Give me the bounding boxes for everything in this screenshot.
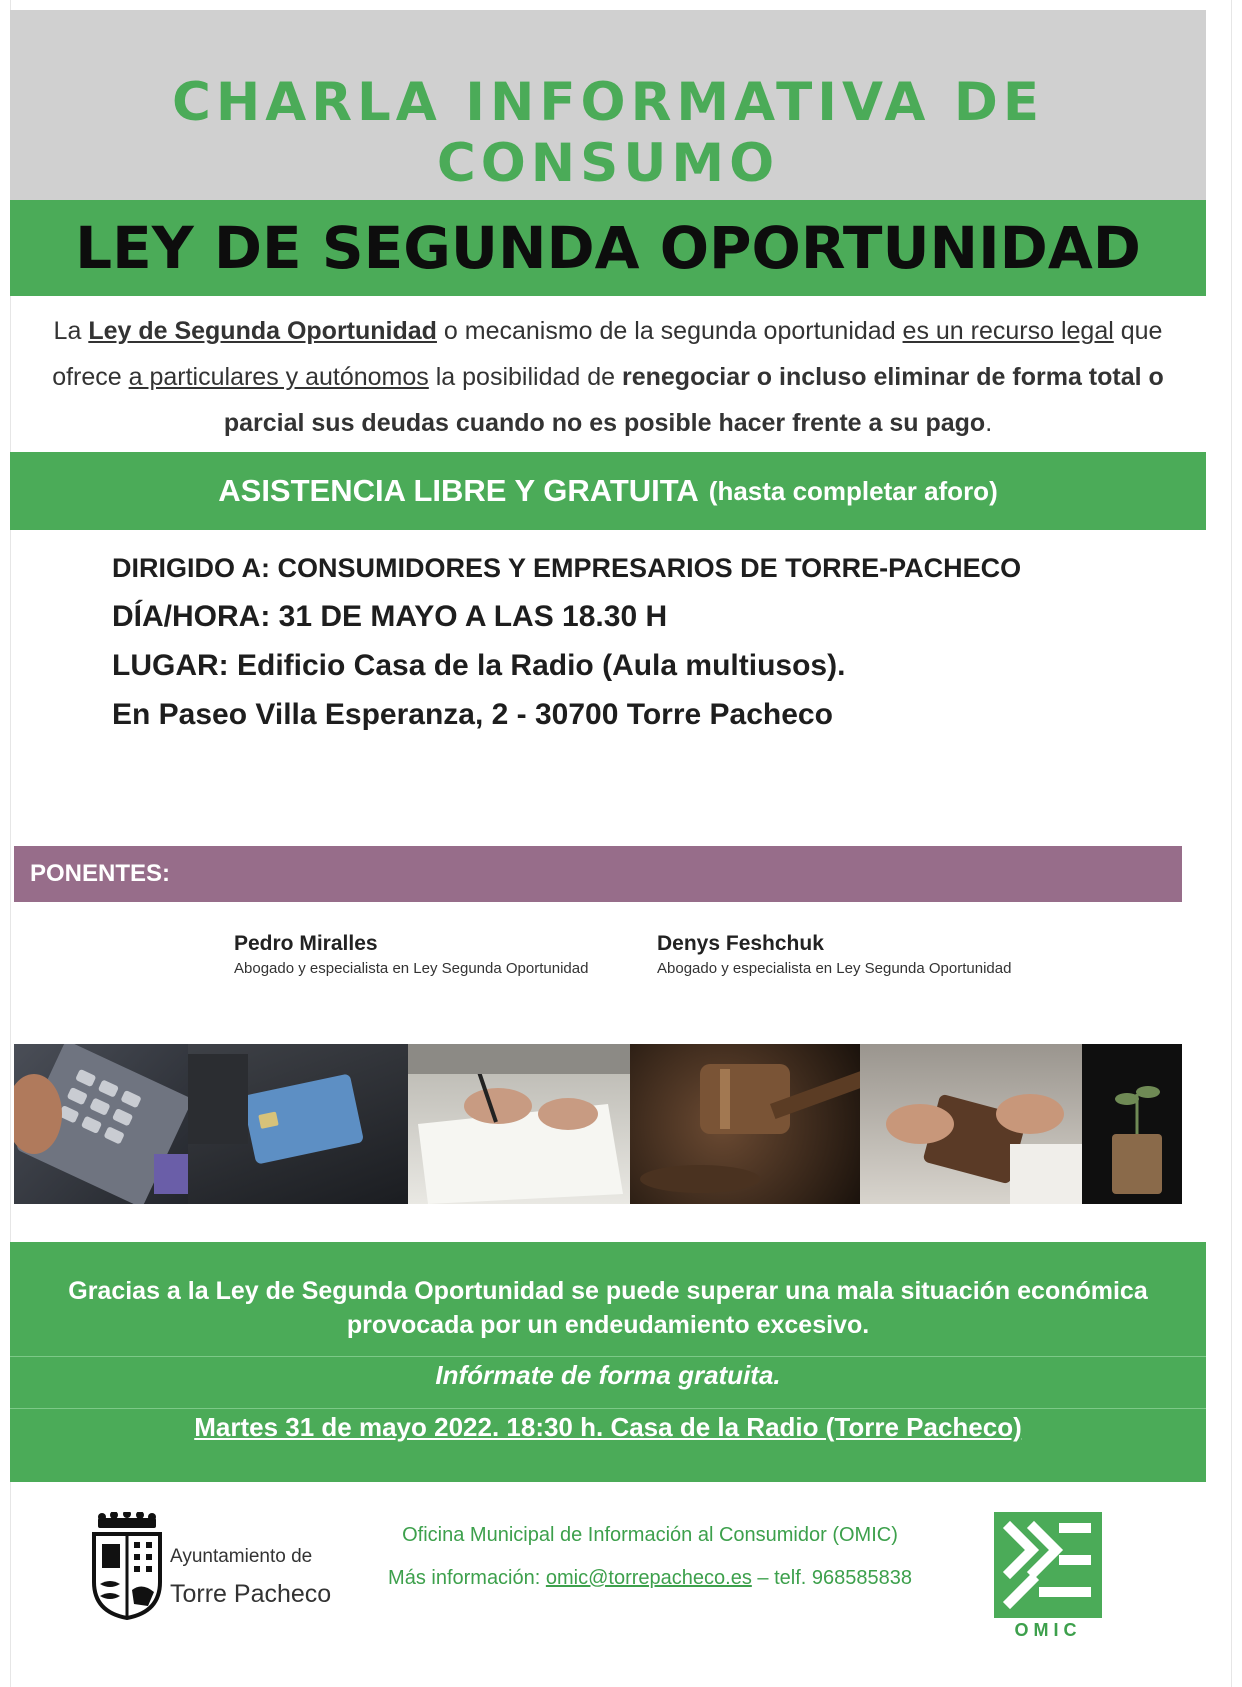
attendance-note: (hasta completar aforo) bbox=[708, 475, 998, 506]
omic-logo bbox=[994, 1512, 1102, 1638]
intro-text: . bbox=[985, 409, 993, 437]
office-name: Oficina Municipal de Información al Consumidor (OMIC) bbox=[402, 1524, 898, 1546]
place-line: LUGAR: Edificio Casa de la Radio (Aula multiusos). bbox=[112, 649, 846, 682]
datetime-line: DÍA/HORA: 31 DE MAYO A LAS 18.30 H bbox=[112, 600, 668, 633]
contact-line bbox=[360, 1567, 940, 1590]
email-link[interactable]: omic@torrepacheco.es bbox=[545, 1567, 752, 1589]
address-line: En Paseo Villa Esperanza, 2 - 30700 Torre Pacheco bbox=[112, 698, 833, 731]
speakers-banner bbox=[14, 846, 1182, 902]
intro-text: la posibilidad de bbox=[428, 363, 622, 391]
credit-card-photo bbox=[188, 1044, 408, 1204]
speaker-name: Denys Feshchuk bbox=[657, 932, 824, 955]
intro-text: La bbox=[53, 317, 89, 345]
speaker-role: Abogado y especialista en Ley Segunda Oportunidad bbox=[234, 960, 589, 977]
council-name: Torre Pacheco bbox=[170, 1580, 332, 1608]
event-details bbox=[112, 548, 1112, 744]
divider bbox=[10, 1356, 1206, 1357]
benefit-text: renegociar o incluso eliminar de forma total o parcial sus deudas cuando no es posible hacer frente a su pago bbox=[223, 363, 1164, 437]
divider bbox=[10, 1408, 1206, 1409]
omic-contact bbox=[360, 1524, 940, 1590]
legal-resource: es un recurso legal bbox=[902, 317, 1114, 345]
contact-label: Más información: bbox=[388, 1567, 546, 1589]
speaker-card bbox=[234, 932, 588, 977]
speaker-card bbox=[657, 932, 1011, 977]
attendance-banner bbox=[10, 452, 1206, 530]
coat-of-arms-icon bbox=[90, 1512, 164, 1622]
title-banner bbox=[10, 200, 1206, 296]
photo-strip bbox=[14, 1044, 1182, 1204]
summary-date-link[interactable]: Martes 31 de mayo 2022. 18:30 h. Casa de la Radio (Torre Pacheco) bbox=[194, 1412, 1022, 1442]
intro-text: que ofrece bbox=[52, 317, 1163, 391]
event-kicker: CHARLA INFORMATIVA DE CONSUMO bbox=[171, 72, 1045, 194]
atm-keypad-photo bbox=[14, 1044, 188, 1204]
header-banner bbox=[10, 10, 1206, 200]
speaker-role: Abogado y especialista en Ley Segunda Oportunidad bbox=[657, 960, 1012, 977]
signing-document-photo bbox=[408, 1044, 630, 1204]
speaker-name: Pedro Miralles bbox=[234, 932, 378, 955]
attendance-main: ASISTENCIA LIBRE Y GRATUITA bbox=[218, 473, 699, 508]
law-name: Ley de Segunda Oportunidad bbox=[88, 317, 437, 345]
speakers-heading: PONENTES: bbox=[30, 860, 171, 887]
event-title: LEY DE SEGUNDA OPORTUNIDAD bbox=[75, 214, 1141, 282]
omic-logo-icon bbox=[994, 1512, 1102, 1618]
council-label: Ayuntamiento de bbox=[170, 1546, 313, 1567]
phone-text: – telf. 968585838 bbox=[751, 1567, 912, 1589]
gavel-photo bbox=[630, 1044, 860, 1204]
summary-statement: Gracias a la Ley de Segunda Oportunidad se puede superar una mala situación económica provocada por un endeudamiento excesivo. bbox=[68, 1277, 1148, 1339]
intro-paragraph bbox=[20, 308, 1196, 446]
summary-cta: Infórmate de forma gratuita. bbox=[435, 1360, 781, 1390]
audience-text: a particulares y autónomos bbox=[128, 363, 429, 391]
omic-label: OMIC bbox=[1014, 1620, 1082, 1640]
summary-banner bbox=[10, 1242, 1206, 1482]
empty-wallet-photo bbox=[860, 1044, 1082, 1204]
council-logo bbox=[90, 1512, 350, 1624]
intro-text: o mecanismo de la segunda oportunidad bbox=[436, 317, 903, 345]
audience-line: DIRIGIDO A: CONSUMIDORES Y EMPRESARIOS DE TORRE-PACHECO bbox=[112, 553, 1022, 583]
coins-plant-photo bbox=[1082, 1044, 1182, 1204]
